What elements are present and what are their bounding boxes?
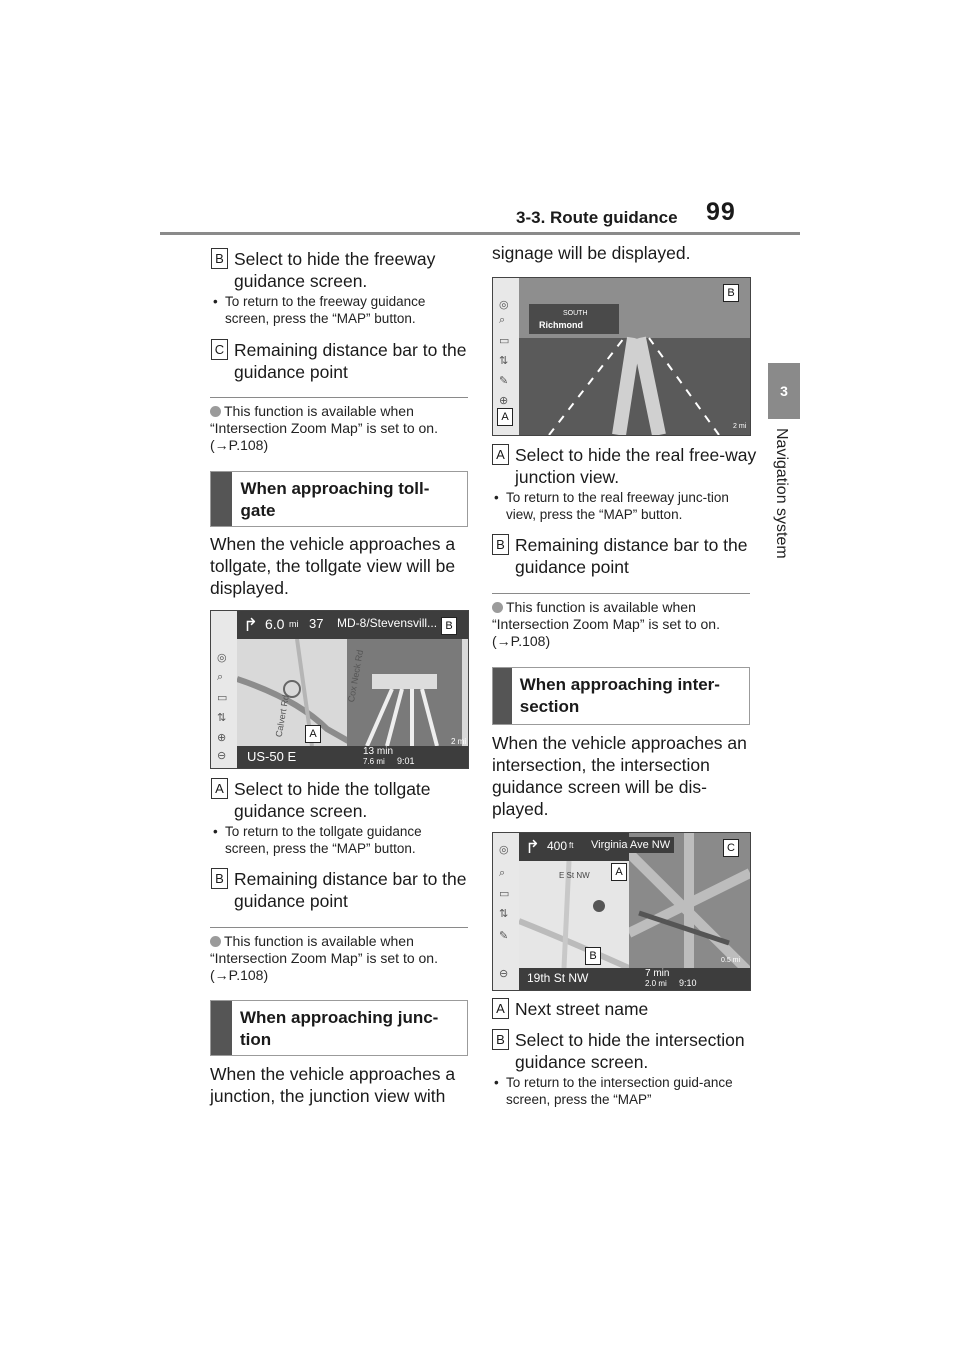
section-bar: [211, 1001, 232, 1055]
sign-city: Richmond: [539, 320, 583, 330]
map-scale: 0.5 mi: [721, 957, 741, 964]
eta-distance: 2.0 mi: [645, 979, 667, 988]
route-icon[interactable]: ⇅: [217, 712, 227, 724]
route-icon[interactable]: ⇅: [499, 355, 509, 367]
callout-label-b: B: [441, 617, 457, 635]
eta-minutes: 13 min: [363, 746, 394, 757]
callout-text: Remaining distance bar to the guidance point: [234, 869, 467, 911]
callout-text: Select to hide the real free-way junction view.: [515, 445, 757, 487]
side-road-label: Cox Neck Rd: [345, 649, 366, 703]
note-text: To return to the freeway guidance screen, press the “MAP” button.: [225, 294, 426, 326]
current-road: 19th St NW: [527, 971, 589, 985]
section-tollgate: [210, 471, 468, 527]
section-junction: [210, 1000, 468, 1056]
section-bar: [211, 472, 232, 526]
guidance-bottombar: [237, 746, 468, 768]
intersection-paragraph: When the vehicle approaches an intersection, the intersection guidance screen will be dis-played.: [492, 733, 747, 819]
callout-letter: C: [211, 339, 228, 360]
search-icon[interactable]: ⌕: [499, 314, 506, 326]
side-road-label: Calvert Rd: [273, 694, 291, 738]
junction-paragraph: When the vehicle approaches a junction, the junction view with: [210, 1064, 456, 1106]
section-header: 3-3. Route guidance: [516, 208, 678, 227]
hint-text: This function is available when “Intersection Zoom Map” is set to on. (→P.108): [210, 933, 438, 983]
eta-distance: 7.6 mi: [363, 757, 385, 766]
section-bar: [493, 668, 512, 724]
callout-text: Select to hide the tollgate guidance screen.: [234, 779, 431, 821]
guidance-topbar: [237, 611, 468, 639]
section-intersection: [492, 667, 750, 725]
search-icon[interactable]: ⌕: [217, 671, 224, 683]
callout-label-b: B: [723, 284, 739, 302]
sign-direction: SOUTH: [563, 310, 588, 317]
info-hint: [210, 927, 468, 984]
hint-text: This function is available when “Intersection Zoom Map” is set to on. (→P.108): [492, 599, 720, 649]
page-number: 99: [706, 198, 736, 226]
note-text: To return to the tollgate guidance screen, press the “MAP” button.: [225, 824, 422, 856]
callout-label-c: C: [723, 839, 739, 857]
zoom-in-icon[interactable]: ⊕: [499, 395, 509, 407]
guidance-bottombar: [519, 968, 750, 990]
route-icon[interactable]: ⇅: [499, 908, 509, 920]
bullet-dot-icon: [210, 936, 221, 947]
intersection-screen: [492, 832, 751, 991]
note-text: To return to the real freeway junc-tion view, press the “MAP” button.: [506, 490, 729, 522]
tollgate-paragraph: When the vehicle approaches a tollgate, the tollgate view will be displayed.: [210, 534, 456, 598]
compass-icon[interactable]: ◎: [499, 299, 509, 311]
map-scale: 2 mi: [733, 423, 747, 430]
junction-view: [519, 278, 750, 435]
junction-paragraph-cont: signage will be displayed.: [492, 243, 691, 263]
zoom-out-icon[interactable]: ⊖: [217, 750, 227, 762]
menu-icon[interactable]: ▭: [499, 888, 510, 900]
info-hint: [210, 397, 468, 454]
callout-letter: A: [492, 444, 509, 465]
section-title: When approaching junc-tion: [240, 1008, 439, 1049]
tollgate-screen: [210, 610, 469, 769]
callout-text: Select to hide the intersection guidance screen.: [515, 1030, 745, 1072]
current-road: US-50 E: [247, 749, 297, 764]
note-text: To return to the intersection guid-ance screen, press the “MAP”: [506, 1075, 733, 1107]
eta-time: 9:01: [397, 756, 415, 766]
distance-unit: ft: [569, 841, 574, 850]
compass-icon[interactable]: ◎: [499, 844, 509, 856]
settings-icon[interactable]: ✎: [499, 375, 509, 387]
callout-letter: A: [492, 998, 509, 1019]
road-name: MD-8/Stevensvill...: [337, 616, 438, 630]
eta-minutes: 7 min: [645, 968, 670, 979]
header-rule: [160, 232, 800, 235]
search-icon[interactable]: ⌕: [499, 867, 506, 879]
callout-text: Next street name: [515, 999, 649, 1019]
chapter-label: Navigation system: [773, 428, 790, 559]
callout-label-a[interactable]: A: [305, 725, 321, 743]
compass-icon[interactable]: ◎: [217, 652, 227, 664]
bullet-dot-icon: [492, 602, 503, 613]
callout-text: Select to hide the freeway guidance screen.: [234, 249, 436, 291]
map-scale: 2 mi: [451, 737, 467, 746]
next-street-name: Virginia Ave NW: [587, 837, 674, 853]
callout-text: Remaining distance bar to the guidance point: [515, 535, 748, 577]
distance-value: 6.0: [265, 616, 285, 632]
callout-text: Remaining distance bar to the guidance point: [234, 340, 467, 382]
settings-icon[interactable]: ✎: [499, 930, 509, 942]
distance-unit: mi: [289, 619, 299, 629]
menu-icon[interactable]: ▭: [499, 335, 510, 347]
section-title: When approaching toll-gate: [240, 479, 430, 520]
nav-sidebar[interactable]: [211, 611, 237, 768]
callout-letter: B: [211, 868, 228, 889]
exit-number: 37: [309, 616, 324, 631]
section-title: When approaching inter-section: [519, 675, 720, 716]
callout-letter: B: [492, 1029, 509, 1050]
info-hint: [492, 593, 750, 650]
zoom-out-icon[interactable]: ⊖: [499, 968, 509, 980]
turn-arrow-icon: ↱: [525, 837, 541, 857]
menu-icon[interactable]: ▭: [217, 692, 228, 704]
turn-arrow-icon: ↱: [243, 615, 259, 635]
callout-letter: B: [211, 248, 228, 269]
bullet-dot-icon: [210, 406, 221, 417]
eta-time: 9:10: [679, 978, 697, 988]
callout-label-a: A: [611, 863, 627, 881]
nav-sidebar[interactable]: [493, 833, 519, 990]
callout-label-a[interactable]: A: [497, 408, 513, 426]
hint-text: This function is available when “Intersection Zoom Map” is set to on. (→P.108): [210, 403, 438, 453]
callout-letter: B: [492, 534, 509, 555]
callout-letter: A: [211, 778, 228, 799]
zoom-in-icon[interactable]: ⊕: [217, 732, 227, 744]
junction-screen: [492, 277, 751, 436]
distance-value: 400: [547, 839, 568, 853]
chapter-tab: 3: [768, 363, 800, 419]
side-street-label: E St NW: [559, 871, 590, 880]
callout-label-b[interactable]: B: [585, 947, 601, 965]
